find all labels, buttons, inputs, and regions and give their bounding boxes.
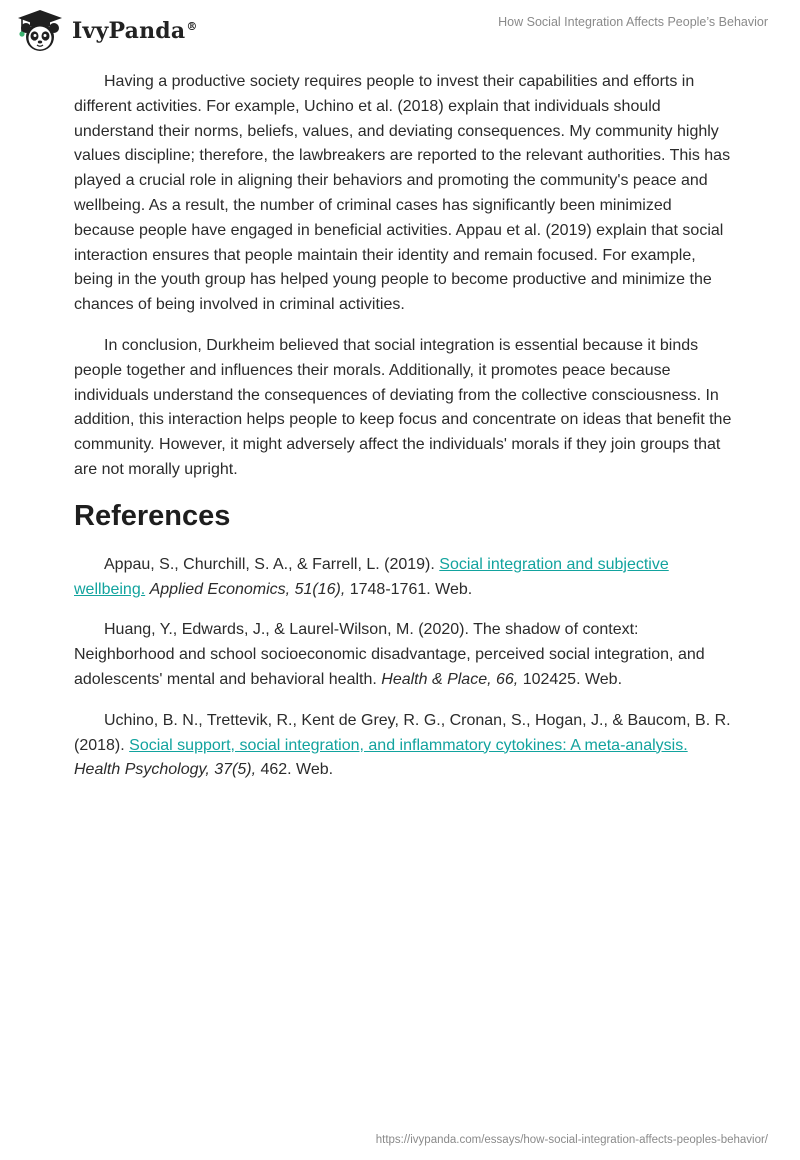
ivypanda-logo[interactable] <box>14 8 198 54</box>
reference-authors: Appau, S., Churchill, S. A., & Farrell, L. (2019). <box>104 555 435 573</box>
panda-graduate-icon <box>14 8 66 54</box>
reference-journal: Health Psychology, 37(5), <box>74 761 257 779</box>
brand-name: IvyPanda® <box>72 18 198 44</box>
essay-content <box>74 70 734 799</box>
reference-item <box>74 709 734 783</box>
reference-pages: 102425. Web. <box>522 670 623 688</box>
footer-source-url[interactable]: https://ivypanda.com/essays/how-social-integration-affects-peoples-behavior/ <box>375 1134 768 1146</box>
body-paragraph: Having a productive society requires people to invest their capabilities and efforts in different activities. For example, Uchino et al. (2018) explain that individuals should understand their norms, beliefs, values, and deviating consequences. My community highly values discipline; therefore, the lawbreakers are reported to the relevant authorities. This has played a crucial role in aligning their behaviors and promoting the community's peace and wellbeing. As a result, the number of criminal cases has significantly been minimized because people have engaged in beneficial activities. Appau et al. (2019) explain that social interaction ensures that people maintain their identity and remain focused. For example, being in the youth group has helped young people to become productive and minimize the chances of being involved in criminal activities. <box>74 73 731 314</box>
reference-title-link[interactable]: Social integration and subjective wellbeing. <box>74 555 669 598</box>
reference-authors: Huang, Y., Edwards, J., & Laurel-Wilson, M. (2020). The shadow of context: Neighborhood and school socioeconomic disadvantage, perceived social integration, and adolescents' mental and behavioral health. <box>74 621 705 688</box>
registered-mark: ® <box>186 19 198 33</box>
document-title: How Social Integration Affects People’s Behavior <box>498 15 768 29</box>
reference-authors: Uchino, B. N., Trettevik, R., Kent de Grey, R. G., Cronan, S., Hogan, J., & Baucom, B. R. (2018). <box>74 711 731 754</box>
reference-pages: 1748-1761. Web. <box>349 580 473 598</box>
references-heading: References <box>74 499 231 532</box>
reference-journal: Health & Place, 66, <box>381 670 519 688</box>
reference-title-link[interactable]: Social support, social integration, and inflammatory cytokines: A meta-analysis. <box>129 736 688 754</box>
reference-item <box>74 553 734 603</box>
page-header <box>0 0 800 62</box>
body-paragraph: In conclusion, Durkheim believed that social integration is essential because it binds people together and influences their morals. Additionally, it promotes peace because individuals understand the consequences of deviating from the collective consciousness. In addition, this interaction helps people to keep focus and concentrate on ideas that benefit the community. However, it might adversely affect the individuals' morals if they join groups that are not morally upright. <box>74 336 732 478</box>
reference-item <box>74 618 734 692</box>
reference-pages: 462. Web. <box>260 761 334 779</box>
reference-journal: Applied Economics, 51(16), <box>149 580 346 598</box>
